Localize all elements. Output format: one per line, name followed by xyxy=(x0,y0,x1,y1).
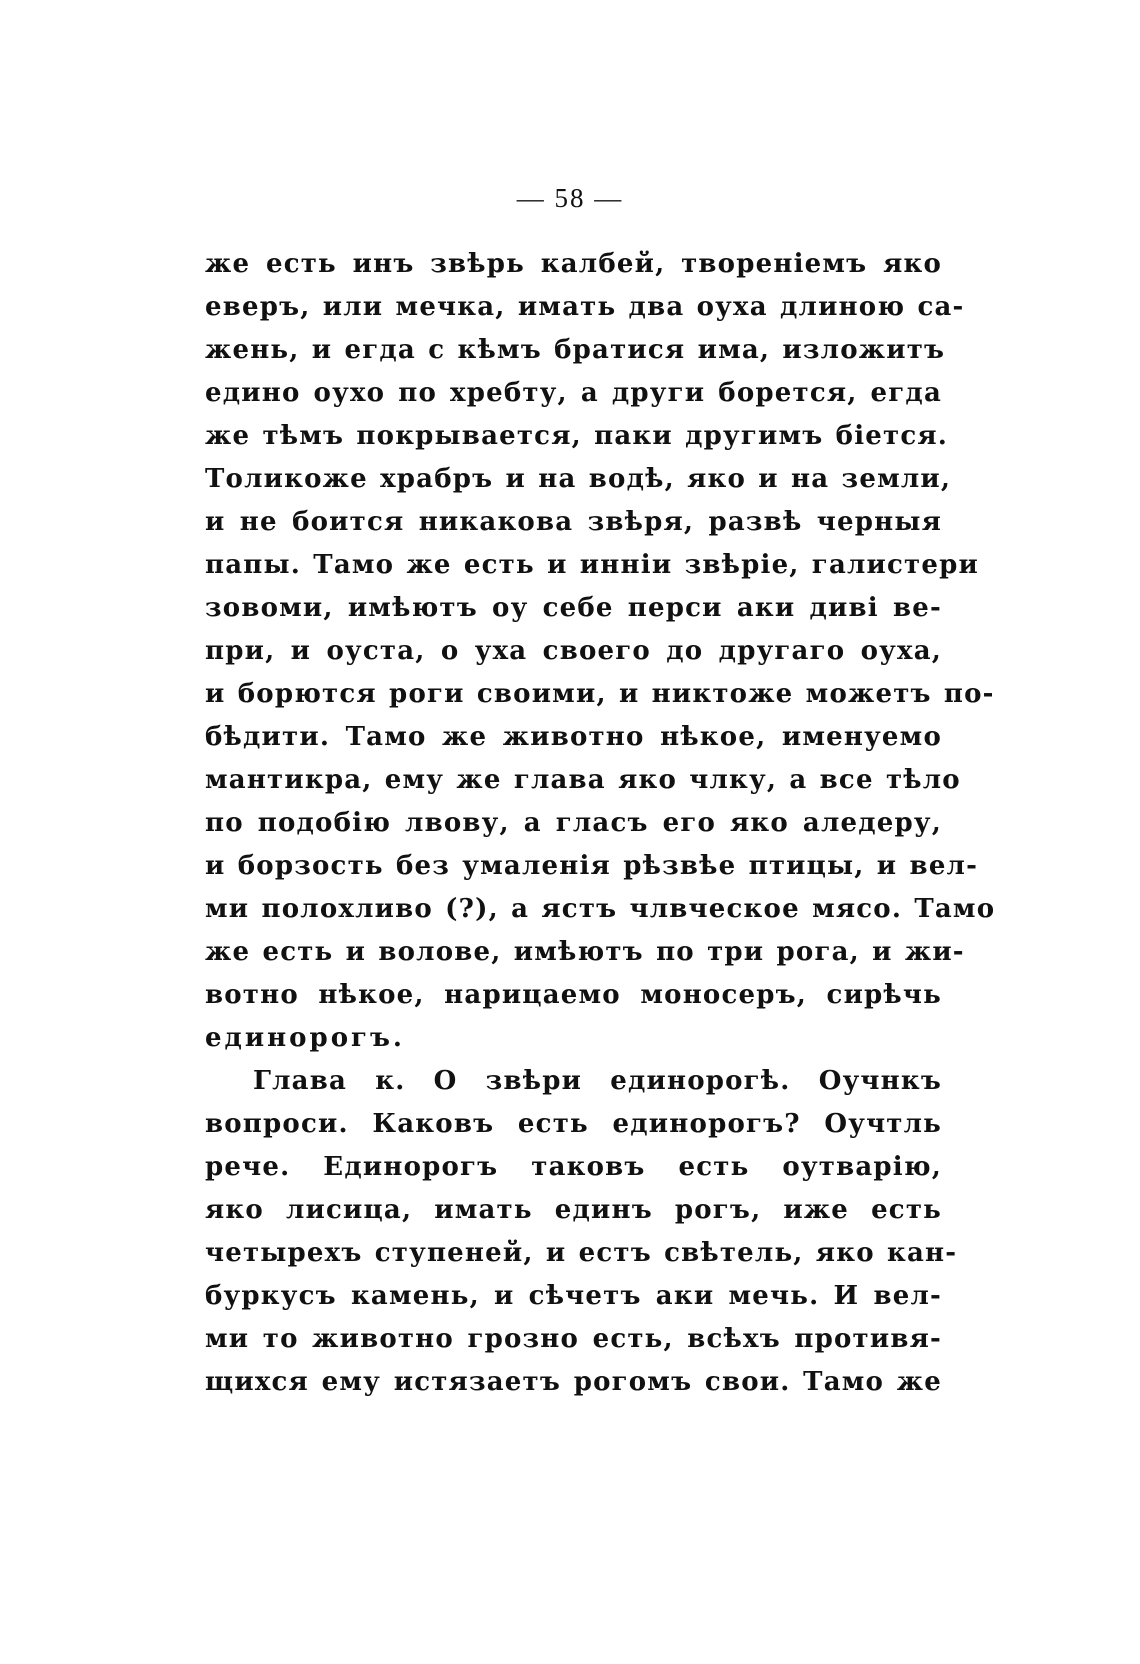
text-line: щихся ему истязаетъ рогомъ свои. Тамо же xyxy=(205,1367,942,1397)
text-line: же есть и волове, имѣютъ по три рога, и жи- xyxy=(205,937,965,967)
text-line: по подобію лвову, а гласъ его яко аледеру, xyxy=(205,808,942,838)
text-line: вотно нѣкое, нарицаемо моносеръ, сирѣчь xyxy=(205,980,942,1010)
text-line: едино оухо по хребту, а други борется, егда xyxy=(205,378,942,408)
text-line: вопроси. Каковъ есть единорогъ? Оучтль xyxy=(205,1109,942,1139)
text-line: и борются роги своими, и никтоже можетъ по- xyxy=(205,679,995,709)
text-line: Толикоже храбръ и на водѣ, яко и на земли, xyxy=(205,464,952,494)
text-line: бѣдити. Тамо же животно нѣкое, именуемо xyxy=(205,722,942,752)
text-line: жень, и егда с кѣмъ братися има, изложитъ xyxy=(205,335,946,365)
text-line: и борзость без умаленія рѣзвѣе птицы, и вел- xyxy=(205,851,979,881)
text-line: папы. Тамо же есть и инніи звѣріе, галистери xyxy=(205,550,979,580)
text-line: ми полохливо (?), а ястъ члвческое мясо. Тамо xyxy=(205,894,996,924)
text-line: и не боится никакова звѣря, развѣ черныя xyxy=(205,507,942,537)
text-line: еверъ, или мечка, имать два оуха длиною са- xyxy=(205,292,965,322)
text-line: мантикра, ему же глава яко члку, а все тѣло xyxy=(205,765,961,795)
text-line: яко лисица, имать единъ рогъ, иже есть xyxy=(205,1195,942,1225)
page-number: — 58 — xyxy=(516,183,624,213)
text-line: же есть инъ звѣрь калбей, твореніемъ яко xyxy=(205,249,942,279)
text-line: зовоми, имѣютъ оу себе перси аки диві ве- xyxy=(205,593,942,623)
text-line: при, и оуста, о уха своего до другаго оуха, xyxy=(205,636,942,666)
text-line: четырехъ ступеней, и естъ свѣтель, яко кан- xyxy=(205,1238,958,1268)
text-line: же тѣмъ покрывается, паки другимъ біется. xyxy=(205,421,949,451)
paragraph-end-line: единорогъ. xyxy=(205,1023,405,1053)
text-line: буркусъ камень, и сѣчетъ аки мечь. И вел- xyxy=(205,1281,942,1311)
text-line: ми то животно грозно есть, всѣхъ противя- xyxy=(205,1324,942,1354)
chapter-heading-line: Глава к. О звѣри единорогѣ. Оучнкъ xyxy=(253,1066,942,1096)
body-text xyxy=(205,243,996,1404)
text-line: рече. Единорогъ таковъ есть оутварію, xyxy=(205,1152,942,1182)
